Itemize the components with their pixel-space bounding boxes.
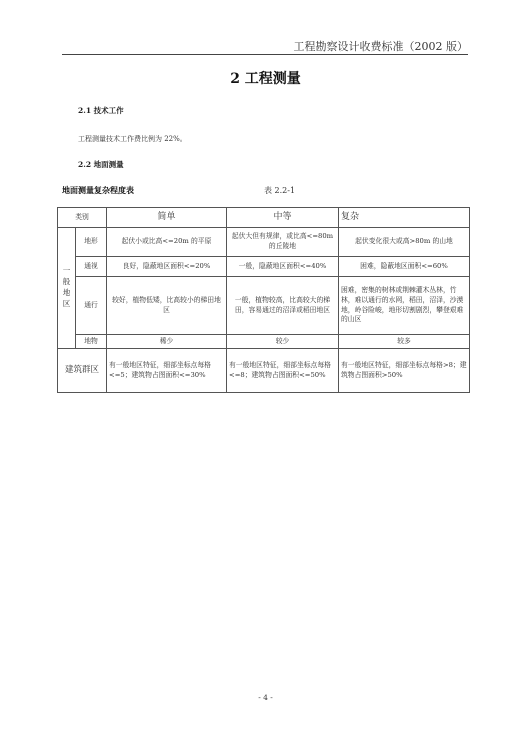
cell-medium: 有一般地区特征，细部坐标点每格<=8；建筑物占图面积<=50% — [227, 349, 339, 393]
cell-simple: 稀少 — [107, 335, 227, 349]
row-label: 通视 — [76, 257, 107, 277]
cell-complex: 起伏变化很大或高>80m 的山地 — [339, 228, 470, 257]
table-row — [58, 277, 470, 335]
general-area-label — [58, 228, 76, 349]
cell-complex: 困难，密集的树林或荆棘灌木丛林，竹林，难以通行的水网，稻田，沼泽，沙漠地，岭谷险峻，地形切割剧烈，攀登艰难的山区 — [339, 277, 470, 335]
section-2-2-heading: 2.2 地面测量 — [78, 160, 124, 169]
table-row — [58, 349, 470, 393]
cell-complex: 较多 — [339, 335, 470, 349]
page-number: - 4 - — [258, 693, 273, 702]
chapter-title: 2 工程测量 — [230, 71, 301, 87]
table-row — [58, 257, 470, 277]
cell-medium: 一般，隐蔽地区面积<=40% — [227, 257, 339, 277]
cell-medium: 起伏大但有规律，或比高<=80m 的丘陵地 — [227, 228, 339, 257]
row-label: 地形 — [76, 228, 107, 257]
table-row — [58, 335, 470, 349]
section-2-1-text: 工程测量技术工作费比例为 22%。 — [78, 135, 187, 143]
built-area-label: 建筑群区 — [58, 349, 107, 393]
cell-medium: 一般，植物较高，比高较大的梯田，容易通过的沼泽或稻田地区 — [227, 277, 339, 335]
table-row — [58, 228, 470, 257]
section-2-1-heading: 2.1 技术工作 — [78, 106, 124, 115]
table-title: 地面测量复杂程度表 — [62, 185, 134, 195]
table-header-row — [58, 208, 470, 228]
cell-simple: 较好，植物低矮，比高较小的梯田地区 — [107, 277, 227, 335]
header-rule — [62, 54, 468, 55]
header-medium: 中等 — [227, 208, 339, 228]
cell-simple: 起伏小或比高<=20m 的平原 — [107, 228, 227, 257]
row-label: 通行 — [76, 277, 107, 335]
complexity-table — [57, 207, 470, 393]
cell-simple: 良好，隐蔽地区面积<=20% — [107, 257, 227, 277]
header-simple: 简单 — [107, 208, 227, 228]
header-complex: 复杂 — [339, 208, 470, 228]
general-area-text: 一般地区 — [62, 266, 71, 308]
row-label: 地物 — [76, 335, 107, 349]
cell-complex: 有一般地区特征，细部坐标点每格>8；建筑物占图面积>50% — [339, 349, 470, 393]
cell-medium: 较少 — [227, 335, 339, 349]
cell-simple: 有一般地区特征，细部坐标点每格<=5；建筑物占图面积<=30% — [107, 349, 227, 393]
cell-complex: 困难，隐蔽地区面积<=60% — [339, 257, 470, 277]
header-category: 类别 — [58, 208, 107, 228]
running-header: 工程勘察设计收费标准（2002 版） — [293, 40, 468, 53]
table-number: 表 2.2-1 — [264, 186, 296, 195]
